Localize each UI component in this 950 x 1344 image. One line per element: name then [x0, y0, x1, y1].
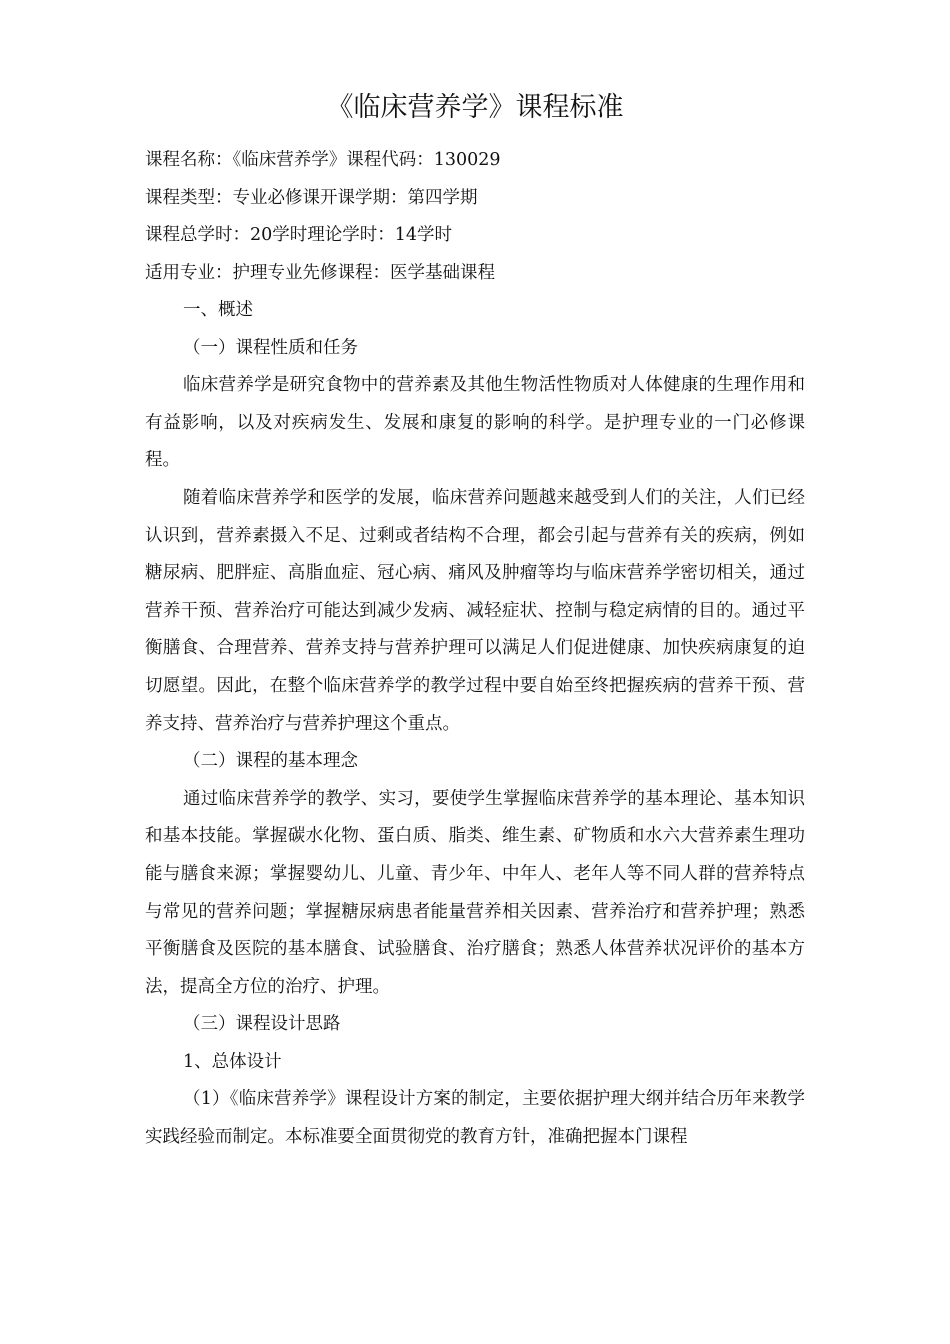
paragraph: （1）《临床营养学》课程设计方案的制定，主要依据护理大纲并结合历年来教学实践经验而制定。本标准要全面贯彻党的教育方针，准确把握本门课程 [145, 1089, 805, 1148]
document-body [145, 292, 805, 1157]
subsection-heading: （一）课程性质和任务 [183, 337, 358, 358]
subsection-heading: （三）课程设计思路 [183, 1014, 341, 1035]
course-hours-line: 课程总学时：20学时理论学时：14学时 [145, 225, 453, 245]
subsection-item-heading: 1、总体设计 [183, 1051, 282, 1072]
course-name-line: 课程名称：《临床营养学》课程代码：130029 [145, 150, 501, 170]
document-title: 《临床营养学》课程标准 [326, 92, 624, 123]
paragraph: 临床营养学是研究食物中的营养素及其他生物活性物质对人体健康的生理作用和有益影响，以及对疾病发生、发展和康复的影响的科学。是护理专业的一门必修课程。 [145, 375, 805, 471]
subsection-heading: （二）课程的基本理念 [183, 751, 358, 772]
course-type-line: 课程类型：专业必修课开课学期：第四学期 [145, 187, 478, 208]
course-major-line: 适用专业：护理专业先修课程：医学基础课程 [145, 262, 495, 283]
paragraph: 随着临床营养学和医学的发展，临床营养问题越来越受到人们的关注，人们已经认识到，营养素摄入不足、过剩或者结构不合理，都会引起与营养有关的疾病，例如糖尿病、肥胖症、高脂血症、冠心病、痛风及肿瘤等均与临床营养学密切相关，通过营养干预、营养治疗可能达到减少发病、减轻症状、控制与稳定病情的目的。通过平衡膳食、合理营养、营养支持与营养护理可以满足人们促进健康、加快疾病康复的迫切愿望。因此，在整个临床营养学的教学过程中要自始至终把握疾病的营养干预、营养支持、营养治疗与营养护理这个重点。 [145, 487, 805, 734]
course-info [145, 142, 825, 292]
paragraph: 通过临床营养学的教学、实习，要使学生掌握临床营养学的基本理论、基本知识和基本技能。掌握碳水化物、蛋白质、脂类、维生素、矿物质和水六大营养素生理功能与膳食来源；掌握婴幼儿、儿童、青少年、中年人、老年人等不同人群的营养特点与常见的营养问题；掌握糖尿病患者能量营养相关因素、营养治疗和营养护理；熟悉平衡膳食及医院的基本膳食、试验膳食、治疗膳食；熟悉人体营养状况评价的基本方法，提高全方位的治疗、护理。 [145, 788, 805, 997]
section-heading: 一、概述 [183, 300, 253, 320]
